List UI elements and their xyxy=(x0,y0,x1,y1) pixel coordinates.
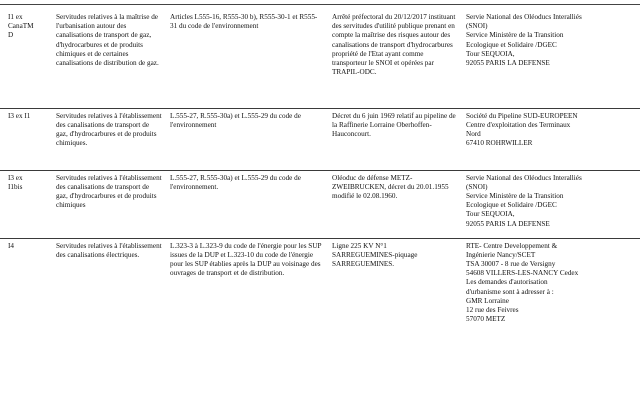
cell-code: I3 ex I1bis xyxy=(0,170,52,238)
cell-textes-legislatifs: L.323-3 à L.323-9 du code de l'énergie pour les SUP issues de la DUP et L.323-10 du code de l'énergie pour les SUP établies après la DUP au voisinage des ouvrages de transport et de distribution. xyxy=(170,241,322,278)
cell-nom-officiel: Servitudes relatives à la maîtrise de l'urbanisation autour des canalisations de transport de gaz, d'hydrocarbures et de produits chimiques et de certaines canalisations de distribution de gaz. xyxy=(52,10,166,108)
cell-nom-officiel: Servitudes relatives à l'établissement des canalisations de transport de gaz, d'hydrocarbures et de produits chimiques xyxy=(52,170,166,238)
table-row xyxy=(0,10,640,108)
cell-acte-instituant: Oléoduc de défense METZ-ZWEIBRUCKEN, décret du 20.01.1955 modifié le 02.08.1960. xyxy=(328,170,462,238)
cell-acte-instituant: Arrêté préfectoral du 20/12/2017 instituant des servitudes d'utilité publique prenant en compte la maîtrise des risques autour des canalisations de transport d'hydrocarbures propriété de l'Etat ayant comme transporteur le SNOI et opérées par TRAPIL-ODC. xyxy=(328,10,462,108)
cell-code: I4 xyxy=(8,241,14,250)
cell-service-responsable: RTE- Centre Developpement & Ingénierie Nancy/SCET TSA 30007 - 8 rue de Versigny 54608 VILLERS-LES-NANCY Cedex Les demandes d'autorisation d'urbanisme sont à adresser à : GMR Lorraine 12 rue des Feivres 57070 METZ xyxy=(466,241,579,324)
cell-service-responsable: Servie National des Oléoducs Interalliés (SNOI) Service Ministère de la Transition Ecologique et Solidaire /DGEC Tour SEQUOIA, 92055 PARIS LA DEFENSE xyxy=(462,170,640,238)
table-row xyxy=(0,238,640,348)
table-header xyxy=(0,0,640,5)
table-row xyxy=(0,108,640,170)
cell-nom-officiel: Servitudes relatives à l'établissement des canalisations électriques. xyxy=(56,241,162,259)
cell-textes-legislatifs: Articles L555-16, R555-30 b), R555-30-1 et R555-31 du code de l'environnement xyxy=(166,10,328,108)
table-row xyxy=(0,170,640,238)
cell-acte-instituant: Décret du 6 juin 1969 relatif au pipeline de la Raffinerie Lorraine Oberhoffen-Hauconcourt. xyxy=(328,108,462,170)
servitudes-table xyxy=(0,10,640,348)
cell-code: I1 ex CanaTM D xyxy=(0,10,52,108)
cell-service-responsable: Servie National des Oléoducs Interalliés (SNOI) Service Ministère de la Transition Ecologique et Solidaire /DGEC Tour SEQUOIA, 92055 PARIS LA DEFENSE xyxy=(462,10,640,108)
cell-acte-instituant: Ligne 225 KV N°1 SARREGUEMINES-piquage SARREGUEMINES. xyxy=(332,241,418,268)
cell-code: I3 ex I1 xyxy=(0,108,52,170)
cell-nom-officiel: Servitudes relatives à l'établissement des canalisations de transport de gaz, d'hydrocarbures et de produits chimiques. xyxy=(52,108,166,170)
cell-service-responsable: Société du Pipeline SUD-EUROPEEN Centre d'exploitation des Terminaux Nord 67410 ROHRWILLER xyxy=(462,108,640,170)
cell-textes-legislatifs: L.555-27, R.555-30a) et L.555-29 du code de l'environnement xyxy=(166,108,328,170)
cell-textes-legislatifs: L.555-27, R.555-30a) et L.555-29 du code de l'environnement. xyxy=(166,170,328,238)
